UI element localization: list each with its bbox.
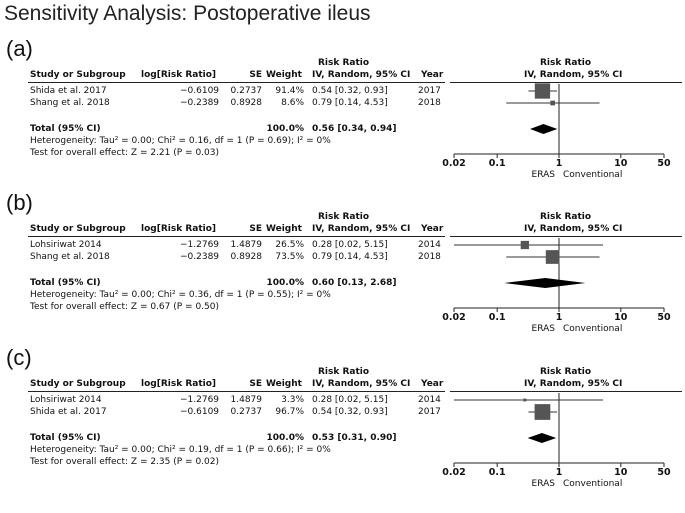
header-plot-ci: IV, Random, 95% CI bbox=[524, 70, 623, 80]
favours-left-label: ERAS bbox=[531, 170, 555, 180]
header-ci: IV, Random, 95% CI bbox=[312, 70, 411, 80]
total-label: Total (95% CI) bbox=[30, 433, 101, 443]
header-year: Year bbox=[421, 70, 444, 80]
header-rule-table bbox=[28, 236, 445, 237]
study-log-rr: −0.2389 bbox=[180, 98, 220, 108]
header-plot-risk-ratio: Risk Ratio bbox=[540, 367, 592, 377]
study-se: 1.4879 bbox=[230, 240, 262, 250]
study-ci: 0.54 [0.32, 0.93] bbox=[312, 86, 388, 96]
overall-effect-text: Test for overall effect: Z = 2.35 (P = 0.02) bbox=[30, 457, 219, 467]
study-effect-square bbox=[535, 404, 551, 420]
x-tick-label: 1 bbox=[555, 158, 563, 169]
total-weight: 100.0% bbox=[266, 278, 304, 288]
header-study: Study or Subgroup bbox=[30, 379, 126, 389]
forest-plot bbox=[440, 36, 680, 180]
forest-plot bbox=[440, 190, 680, 334]
heterogeneity-text: Heterogeneity: Tau² = 0.00; Chi² = 0.16, df = 1 (P = 0.69); I² = 0% bbox=[30, 136, 331, 146]
study-effect-square bbox=[521, 241, 529, 249]
header-ci: IV, Random, 95% CI bbox=[312, 379, 411, 389]
study-year: 2018 bbox=[418, 98, 441, 108]
x-tick-label: 0.02 bbox=[442, 467, 466, 478]
study-log-rr: −0.2389 bbox=[180, 252, 220, 262]
x-tick-label: 10 bbox=[614, 467, 628, 478]
study-se: 1.4879 bbox=[230, 395, 262, 405]
study-weight: 91.4% bbox=[275, 86, 304, 96]
favours-right-label: Conventional bbox=[563, 479, 623, 489]
header-risk-ratio: Risk Ratio bbox=[318, 212, 370, 222]
pooled-effect-diamond bbox=[528, 433, 557, 443]
header-risk-ratio: Risk Ratio bbox=[318, 58, 370, 68]
study-name: Shang et al. 2018 bbox=[30, 98, 110, 108]
forest-plot bbox=[440, 345, 680, 489]
header-ci: IV, Random, 95% CI bbox=[312, 224, 411, 234]
study-weight: 8.6% bbox=[281, 98, 304, 108]
study-log-rr: −0.6109 bbox=[180, 86, 220, 96]
header-rule-table bbox=[28, 82, 445, 83]
study-effect-square bbox=[546, 250, 560, 264]
header-plot-ci: IV, Random, 95% CI bbox=[524, 224, 623, 234]
study-effect-square bbox=[550, 101, 555, 106]
x-tick-label: 0.02 bbox=[442, 312, 466, 323]
header-weight: Weight bbox=[266, 379, 302, 389]
header-se: SE bbox=[249, 70, 262, 80]
study-ci: 0.28 [0.02, 5.15] bbox=[312, 240, 388, 250]
x-tick-label: 1 bbox=[555, 467, 563, 478]
study-se: 0.2737 bbox=[230, 86, 262, 96]
study-effect-square bbox=[535, 83, 550, 98]
study-log-rr: −1.2769 bbox=[180, 240, 220, 250]
study-se: 0.8928 bbox=[230, 98, 262, 108]
total-ci: 0.53 [0.31, 0.90] bbox=[312, 433, 397, 443]
forest-panel bbox=[0, 36, 685, 196]
panel-label: (b) bbox=[6, 190, 33, 215]
study-log-rr: −1.2769 bbox=[180, 395, 220, 405]
x-tick-label: 50 bbox=[657, 467, 671, 478]
header-year: Year bbox=[421, 224, 444, 234]
x-tick-label: 0.1 bbox=[488, 312, 506, 323]
study-se: 0.2737 bbox=[230, 407, 262, 417]
header-log-rr: log[Risk Ratio] bbox=[141, 70, 217, 80]
total-ci: 0.60 [0.13, 2.68] bbox=[312, 278, 397, 288]
study-weight: 73.5% bbox=[275, 252, 304, 262]
total-label: Total (95% CI) bbox=[30, 124, 101, 134]
header-weight: Weight bbox=[266, 70, 302, 80]
x-tick-label: 10 bbox=[614, 312, 628, 323]
x-tick-label: 1 bbox=[555, 312, 563, 323]
study-weight: 26.5% bbox=[275, 240, 304, 250]
x-tick-label: 10 bbox=[614, 158, 628, 169]
header-study: Study or Subgroup bbox=[30, 224, 126, 234]
study-year: 2014 bbox=[418, 240, 441, 250]
header-plot-ci: IV, Random, 95% CI bbox=[524, 379, 623, 389]
study-se: 0.8928 bbox=[230, 252, 262, 262]
study-ci: 0.79 [0.14, 4.53] bbox=[312, 252, 388, 262]
header-year: Year bbox=[421, 379, 444, 389]
study-year: 2017 bbox=[418, 407, 441, 417]
figure-title: Sensitivity Analysis: Postoperative ileus bbox=[4, 2, 371, 25]
study-weight: 96.7% bbox=[275, 407, 304, 417]
total-weight: 100.0% bbox=[266, 433, 304, 443]
study-name: Shida et al. 2017 bbox=[30, 86, 107, 96]
x-tick-label: 0.1 bbox=[488, 467, 506, 478]
header-plot-risk-ratio: Risk Ratio bbox=[540, 58, 592, 68]
header-log-rr: log[Risk Ratio] bbox=[141, 224, 217, 234]
total-weight: 100.0% bbox=[266, 124, 304, 134]
x-tick-label: 0.02 bbox=[442, 158, 466, 169]
favours-left-label: ERAS bbox=[531, 479, 555, 489]
heterogeneity-text: Heterogeneity: Tau² = 0.00; Chi² = 0.36, df = 1 (P = 0.55); I² = 0% bbox=[30, 290, 331, 300]
header-risk-ratio: Risk Ratio bbox=[318, 367, 370, 377]
x-tick-label: 50 bbox=[657, 158, 671, 169]
forest-panel bbox=[0, 345, 685, 505]
study-log-rr: −0.6109 bbox=[180, 407, 220, 417]
favours-left-label: ERAS bbox=[531, 324, 555, 334]
study-year: 2018 bbox=[418, 252, 441, 262]
forest-panel bbox=[0, 190, 685, 350]
panel-label: (a) bbox=[6, 36, 33, 61]
favours-right-label: Conventional bbox=[563, 324, 623, 334]
header-study: Study or Subgroup bbox=[30, 70, 126, 80]
overall-effect-text: Test for overall effect: Z = 0.67 (P = 0.50) bbox=[30, 302, 219, 312]
total-label: Total (95% CI) bbox=[30, 278, 101, 288]
header-log-rr: log[Risk Ratio] bbox=[141, 379, 217, 389]
header-rule-table bbox=[28, 391, 445, 392]
overall-effect-text: Test for overall effect: Z = 2.21 (P = 0.03) bbox=[30, 148, 219, 158]
pooled-effect-diamond bbox=[530, 124, 557, 134]
study-ci: 0.28 [0.02, 5.15] bbox=[312, 395, 388, 405]
pooled-effect-diamond bbox=[504, 278, 585, 288]
heterogeneity-text: Heterogeneity: Tau² = 0.00; Chi² = 0.19, df = 1 (P = 0.66); I² = 0% bbox=[30, 445, 331, 455]
study-year: 2017 bbox=[418, 86, 441, 96]
favours-right-label: Conventional bbox=[563, 170, 623, 180]
study-name: Lohsiriwat 2014 bbox=[30, 395, 102, 405]
study-name: Shida et al. 2017 bbox=[30, 407, 107, 417]
study-weight: 3.3% bbox=[281, 395, 304, 405]
header-weight: Weight bbox=[266, 224, 302, 234]
study-name: Shang et al. 2018 bbox=[30, 252, 110, 262]
study-ci: 0.54 [0.32, 0.93] bbox=[312, 407, 388, 417]
study-year: 2014 bbox=[418, 395, 441, 405]
panel-label: (c) bbox=[6, 345, 32, 370]
header-plot-risk-ratio: Risk Ratio bbox=[540, 212, 592, 222]
x-tick-label: 0.1 bbox=[488, 158, 506, 169]
header-se: SE bbox=[249, 379, 262, 389]
study-name: Lohsiriwat 2014 bbox=[30, 240, 102, 250]
x-tick-label: 50 bbox=[657, 312, 671, 323]
total-ci: 0.56 [0.34, 0.94] bbox=[312, 124, 397, 134]
study-effect-square bbox=[523, 399, 526, 402]
header-se: SE bbox=[249, 224, 262, 234]
study-ci: 0.79 [0.14, 4.53] bbox=[312, 98, 388, 108]
